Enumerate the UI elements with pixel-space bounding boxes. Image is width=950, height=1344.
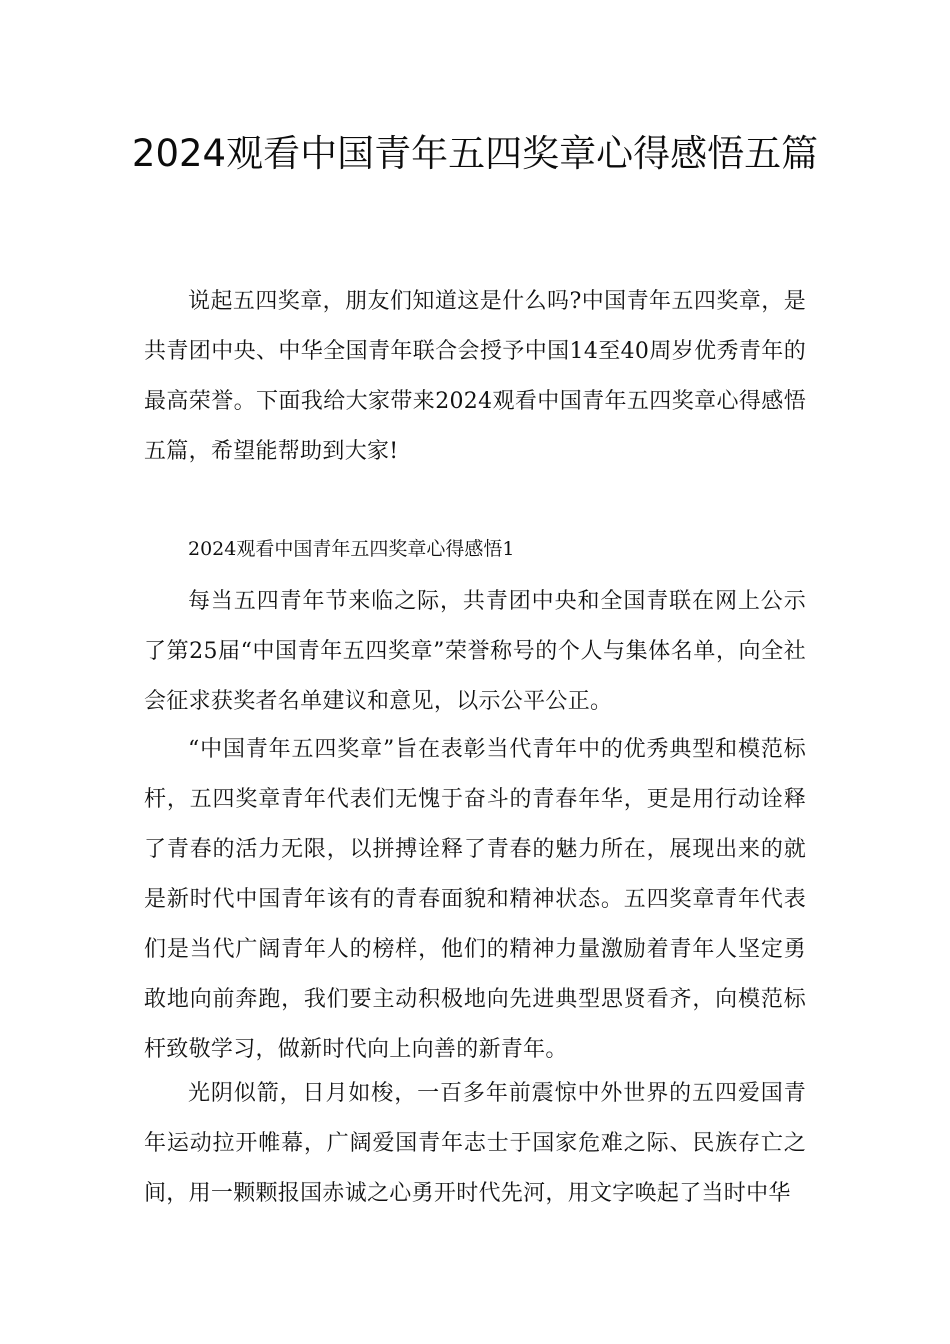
body-paragraph: “中国青年五四奖章”旨在表彰当代青年中的优秀典型和模范标杆，五四奖章青年代表们无愧于奋斗的青春年华，更是用行动诠释了青春的活力无限，以拼搏诠释了青春的魅力所在，展现出来的就是新时代中国青年该有的青春面貌和精神状态。五四奖章青年代表们是当代广阔青年人的榜样，他们的精神力量激励着青年人坚定勇敢地向前奔跑，我们要主动积极地向先进典型思贤看齐，向模范标杆致敬学习，做新时代向上向善的新青年。 xyxy=(144,737,806,1062)
section-heading: 2024观看中国青年五四奖章心得感悟1 xyxy=(188,538,515,560)
document-title: 2024观看中国青年五四奖章心得感悟五篇 xyxy=(131,132,819,175)
body-paragraph: 每当五四青年节来临之际，共青团中央和全国青联在网上公示了第25届“中国青年五四奖章”荣誉称号的个人与集体名单，向全社会征求获奖者名单建议和意见，以示公平公正。 xyxy=(144,589,806,714)
body-paragraph: 光阴似箭，日月如梭，一百多年前震惊中外世界的五四爱国青年运动拉开帷幕，广阔爱国青年志士于国家危难之际、民族存亡之间，用一颗颗报国赤诚之心勇开时代先河，用文字唤起了当时中华 xyxy=(144,1081,806,1206)
intro-paragraph: 说起五四奖章，朋友们知道这是什么吗?中国青年五四奖章，是共青团中央、中华全国青年联合会授予中国14至40周岁优秀青年的最高荣誉。下面我给大家带来2024观看中国青年五四奖章心得感悟五篇，希望能帮助到大家! xyxy=(144,289,806,464)
